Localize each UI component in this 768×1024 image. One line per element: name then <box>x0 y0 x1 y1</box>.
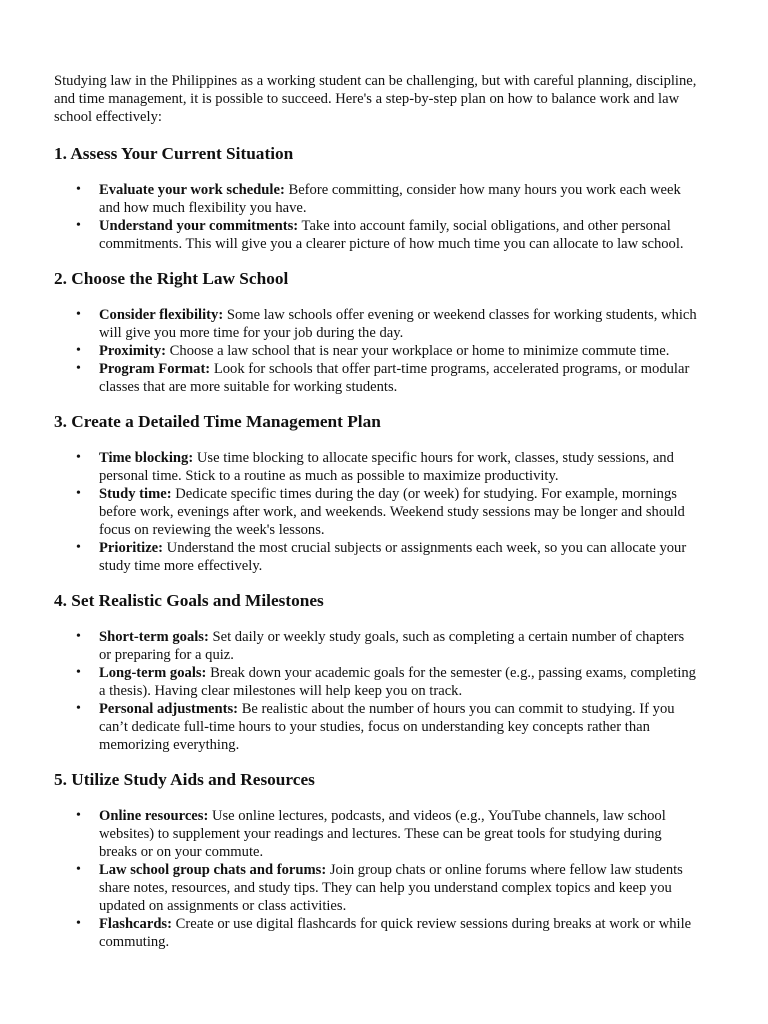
bullet-list <box>54 807 700 951</box>
list-item <box>76 485 700 539</box>
section-2 <box>54 268 700 396</box>
item-term: Evaluate your work schedule: <box>99 182 285 198</box>
bullet-list <box>54 449 700 575</box>
bullet-list <box>54 181 700 253</box>
section-heading: 1. Assess Your Current Situation <box>54 144 294 163</box>
item-text: Use time blocking to allocate specific hours for work, classes, study sessions, and personal time. Stick to a routine as much as possible to maximize productivity. <box>99 450 674 484</box>
bullet-icon: • <box>76 182 81 197</box>
section-heading: 2. Choose the Right Law School <box>54 269 289 288</box>
list-item <box>76 807 700 861</box>
section-heading: 5. Utilize Study Aids and Resources <box>54 770 315 789</box>
list-item <box>76 628 700 664</box>
item-term: Personal adjustments: <box>99 701 239 717</box>
item-term: Long-term goals: <box>99 665 207 681</box>
item-term: Consider flexibility: <box>99 307 224 323</box>
bullet-icon: • <box>76 343 81 358</box>
item-term: Short-term goals: <box>99 629 209 645</box>
section-heading: 3. Create a Detailed Time Management Plan <box>54 412 381 431</box>
document-page <box>54 72 700 966</box>
item-term: Flashcards: <box>99 916 172 932</box>
section-3 <box>54 411 700 575</box>
item-term: Law school group chats and forums: <box>99 862 327 878</box>
item-term: Prioritize: <box>99 540 164 556</box>
item-text: Be realistic about the number of hours you can commit to studying. If you can’t dedicate full-time hours to your studies, focus on understanding key concepts rather than memorizing everything. <box>99 701 675 753</box>
bullet-icon: • <box>76 916 81 931</box>
list-item <box>76 360 700 396</box>
list-item <box>76 915 700 951</box>
intro-paragraph: Studying law in the Philippines as a working student can be challenging, but with careful planning, discipline, and time management, it is possible to succeed. Here's a step-by-step plan on how to balance work and law school effectively: <box>54 73 697 125</box>
bullet-icon: • <box>76 540 81 555</box>
list-item <box>76 217 700 253</box>
bullet-icon: • <box>76 361 81 376</box>
list-item <box>76 449 700 485</box>
list-item <box>76 181 700 217</box>
item-text: Set daily or weekly study goals, such as completing a certain number of chapters or preparing for a quiz. <box>99 629 685 663</box>
list-item <box>76 700 700 754</box>
item-text: Understand the most crucial subjects or assignments each week, so you can allocate your study time more effectively. <box>99 540 687 574</box>
item-term: Time blocking: <box>99 450 194 466</box>
item-text: Before committing, consider how many hours you work each week and how much flexibility you have. <box>99 182 681 216</box>
list-item <box>76 306 700 342</box>
list-item <box>76 539 700 575</box>
item-text: Some law schools offer evening or weekend classes for working students, which will give you more time for your job during the day. <box>99 307 697 341</box>
bullet-icon: • <box>76 629 81 644</box>
section-4 <box>54 590 700 754</box>
item-text: Take into account family, social obligations, and other personal commitments. This will give you a clearer picture of how much time you can allocate to law school. <box>99 218 684 252</box>
item-term: Study time: <box>99 486 172 502</box>
item-text: Dedicate specific times during the day (or week) for studying. For example, mornings before work, evenings after work, and weekends. Weekend study sessions may be longer and should focus on reviewing the week's lessons. <box>99 486 685 538</box>
list-item <box>76 861 700 915</box>
bullet-icon: • <box>76 701 81 716</box>
item-term: Understand your commitments: <box>99 218 299 234</box>
item-text: Choose a law school that is near your workplace or home to minimize commute time. <box>166 343 670 359</box>
item-text: Use online lectures, podcasts, and videos (e.g., YouTube channels, law school websites) to supplement your readings and lectures. These can be great tools for studying during breaks or on your commute. <box>99 808 666 860</box>
section-heading: 4. Set Realistic Goals and Milestones <box>54 591 324 610</box>
bullet-icon: • <box>76 307 81 322</box>
item-term: Program Format: <box>99 361 211 377</box>
item-term: Online resources: <box>99 808 209 824</box>
bullet-icon: • <box>76 218 81 233</box>
item-text: Join group chats or online forums where fellow law students share notes, resources, and study tips. They can help you understand complex topics and keep you updated on assignments or class activities. <box>99 862 683 914</box>
bullet-icon: • <box>76 486 81 501</box>
bullet-icon: • <box>76 450 81 465</box>
section-5 <box>54 769 700 951</box>
item-text: Create or use digital flashcards for quick review sessions during breaks at work or while commuting. <box>99 916 692 950</box>
item-term: Proximity: <box>99 343 167 359</box>
list-item <box>76 342 700 360</box>
section-1 <box>54 143 700 253</box>
item-text: Look for schools that offer part-time programs, accelerated programs, or modular classes that are more suitable for working students. <box>99 361 690 395</box>
bullet-icon: • <box>76 808 81 823</box>
item-text: Break down your academic goals for the semester (e.g., passing exams, completing a thesis). Having clear milestones will help keep you on track. <box>99 665 696 699</box>
bullet-list <box>54 628 700 754</box>
bullet-icon: • <box>76 665 81 680</box>
bullet-icon: • <box>76 862 81 877</box>
bullet-list <box>54 306 700 396</box>
list-item <box>76 664 700 700</box>
